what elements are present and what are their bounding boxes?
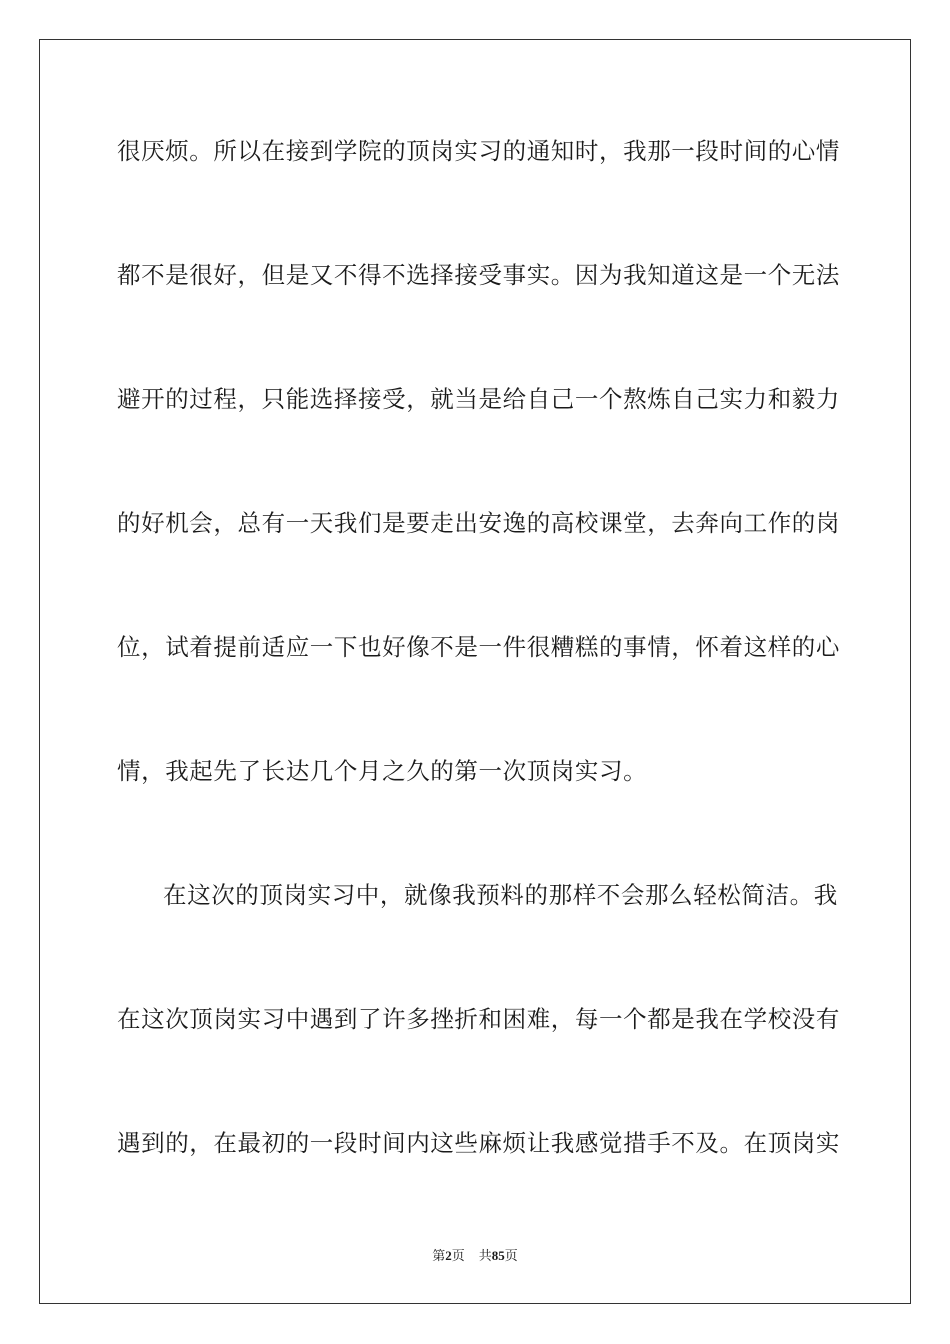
body-line-6: 情，我起先了长达几个月之久的第一次顶岗实习。: [117, 757, 648, 785]
footer-page-prefix: 第: [432, 1249, 446, 1264]
body-line-9: 遇到的，在最初的一段时间内这些麻烦让我感觉措手不及。在顶岗实: [117, 1129, 840, 1157]
body-line-8: 在这次顶岗实习中遇到了许多挫折和困难，每一个都是我在学校没有: [117, 1005, 840, 1033]
footer-page-suffix: 页: [451, 1249, 465, 1264]
body-line-3: 避开的过程，只能选择接受，就当是给自己一个熬炼自己实力和毅力: [117, 385, 840, 413]
footer-total-suffix: 页: [504, 1249, 518, 1264]
body-line-4: 的好机会，总有一天我们是要走出安逸的高校课堂，去奔向工作的岗: [117, 509, 840, 537]
body-line-5: 位，试着提前适应一下也好像不是一件很糟糕的事情，怀着这样的心: [117, 633, 840, 661]
body-line-1: 很厌烦。所以在接到学院的顶岗实习的通知时，我那一段时间的心情: [117, 137, 840, 165]
page-footer: [0, 1247, 950, 1266]
footer-total-prefix: 共: [478, 1249, 492, 1264]
footer-page-number: 2: [445, 1248, 452, 1263]
body-line-7-paragraph-start: 在这次的顶岗实习中，就像我预料的那样不会那么轻松简洁。我: [163, 881, 838, 909]
body-line-2: 都不是很好，但是又不得不选择接受事实。因为我知道这是一个无法: [117, 261, 840, 289]
page-border: [39, 39, 911, 1304]
footer-total-pages: 85: [491, 1248, 505, 1263]
